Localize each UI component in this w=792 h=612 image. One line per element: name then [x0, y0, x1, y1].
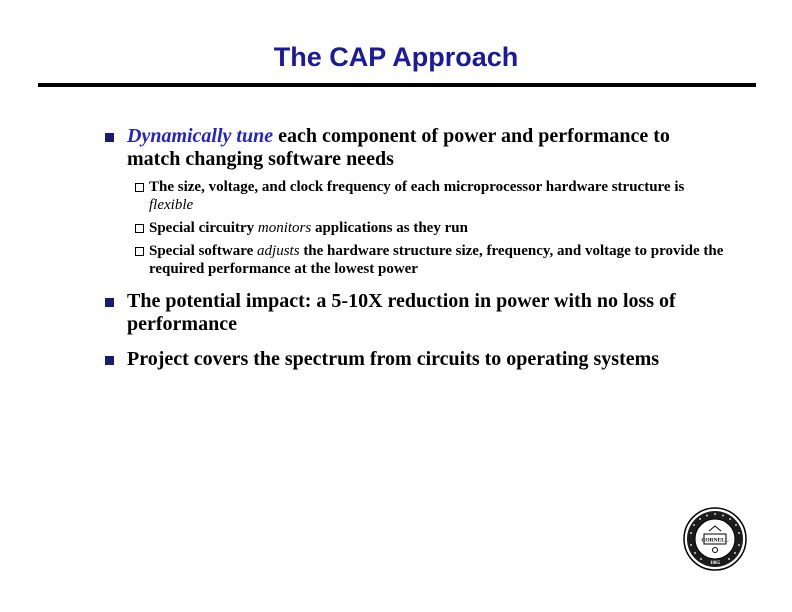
bullet-text: The potential impact: a 5-10X reduction in power with no loss of performance [127, 290, 676, 335]
sub-bullet-emphasis: monitors [257, 220, 312, 236]
bullet-item-2 [104, 290, 724, 336]
sub-bullet-item-2 [127, 219, 724, 237]
bullet-text: Project covers the spectrum from circuits to operating systems [127, 348, 660, 370]
sub-bullet-emphasis: adjusts [257, 243, 300, 259]
sub-bullet-text: Special circuitry [149, 220, 258, 236]
hollow-square-bullet-icon [135, 247, 144, 256]
sub-bullet-list [127, 178, 724, 278]
slide-content [104, 125, 724, 371]
sub-bullet-text: Special software [149, 243, 258, 259]
sub-bullet-text-after: applications as they run [311, 220, 468, 236]
square-bullet-icon [105, 356, 114, 365]
hollow-square-bullet-icon [135, 183, 144, 192]
hollow-square-bullet-icon [135, 224, 144, 233]
university-seal-icon [683, 507, 747, 571]
seal-center-text: CORNELL [701, 537, 729, 544]
slide-title: The CAP Approach [273, 42, 519, 72]
sub-bullet-item-1 [127, 178, 724, 214]
sub-bullet-text-after: the hardware structure size, frequency, and voltage to provide the required performance at the lowest power [149, 243, 724, 277]
square-bullet-icon [105, 133, 114, 142]
square-bullet-icon [105, 298, 114, 307]
sub-bullet-item-3 [127, 242, 724, 278]
title-divider [38, 83, 756, 87]
bullet-item-3 [104, 348, 724, 371]
bullet-emphasis: Dynamically tune [127, 125, 274, 147]
bullet-item-1 [104, 125, 724, 278]
sub-bullet-text: The size, voltage, and clock frequency of each microprocessor hardware structure is [149, 179, 685, 195]
bullet-text: each component of power and performance to match changing software needs [127, 125, 670, 170]
seal-year-text: 1865 [710, 561, 720, 566]
sub-bullet-emphasis: flexible [149, 197, 194, 213]
